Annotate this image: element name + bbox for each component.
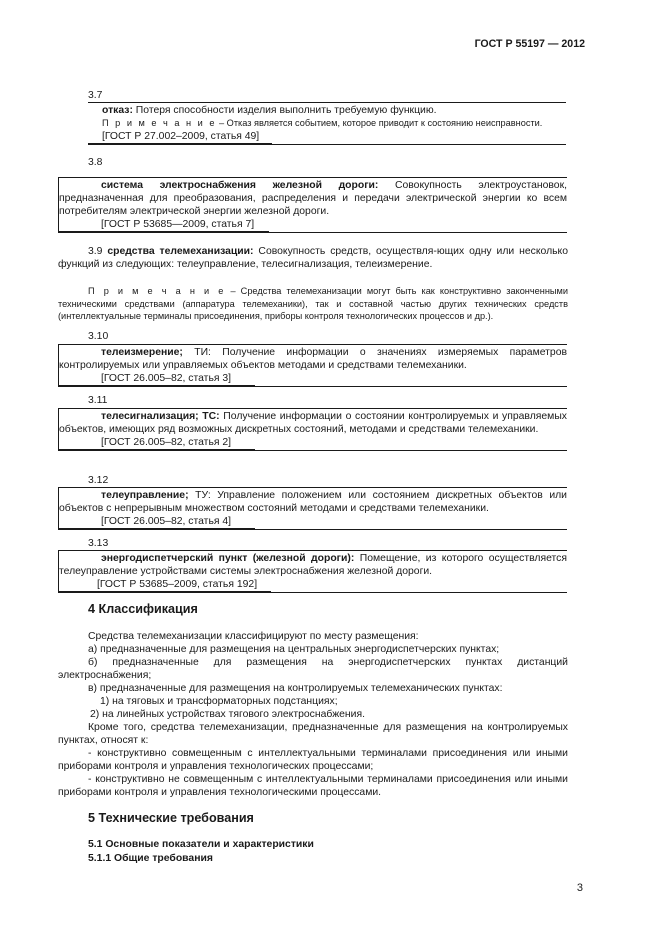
note-3-9	[58, 285, 568, 323]
clause-number: 3.10	[88, 331, 109, 342]
reference: [ГОСТ 26.005–82, статья 2]	[59, 436, 255, 450]
abbreviation: ТУ:	[188, 490, 211, 501]
abbreviation: ТИ:	[182, 347, 211, 358]
section-heading: 4 Классификация	[88, 602, 198, 616]
list-item: - конструктивно не совмещенным с интеллектуальными терминалами присоединения или иными приборами контроля и управления технологическими процессами.	[58, 774, 568, 798]
definition-box-3-7	[88, 102, 566, 145]
definition-box-3-10	[58, 344, 567, 387]
list-item: в) предназначенные для размещения на контролируемых телемеханических пунктах:	[88, 683, 503, 694]
list-item: 1) на тяговых и трансформаторных подстанциях;	[100, 696, 338, 707]
reference: [ГОСТ 26.005–82, статья 3]	[59, 372, 255, 386]
list-item: - конструктивно совмещенным с интеллектуальными терминалами присоединения или иными приборами контроля и управления технологических процессами;	[58, 748, 568, 772]
term: система электроснабжения железной дороги:	[101, 180, 379, 191]
definition-box-3-8	[58, 177, 567, 233]
clause-number: 3.7	[88, 90, 103, 101]
definition-box-3-12	[58, 487, 567, 530]
list-item: б) предназначенные для размещения на энергодиспетчерских пунктах дистанций электроснабжения;	[58, 657, 568, 681]
reference: [ГОСТ 26.005–82, статья 4]	[59, 515, 255, 529]
term: энергодиспетчерский пункт (железной дороги):	[101, 553, 355, 564]
reference: [ГОСТ Р 53685–2009, статья 192]	[59, 578, 271, 592]
clause-number: 3.13	[88, 538, 109, 549]
definition: Совокупность средств, осуществля-ющих одну или несколько функций из следующих: телеуправление, телесигнализация, телеизмерение.	[58, 246, 568, 270]
term: средства телемеханизации:	[107, 246, 254, 257]
section-4-body	[58, 630, 568, 799]
section-heading: 5 Технические требования	[88, 811, 254, 825]
note-label: П р и м е ч а н и е	[102, 118, 217, 128]
clause-number: 3.8	[88, 157, 103, 168]
note-label: П р и м е ч а н и е	[88, 286, 226, 296]
term: телеизмерение;	[101, 347, 183, 358]
paragraph: Кроме того, средства телемеханизации, предназначенные для размещения на контролируемых пунктах, относят к:	[58, 722, 568, 746]
clause-number: 3.9	[88, 246, 103, 257]
note-text: – Отказ является событием, которое приводит к состоянию неисправности.	[216, 118, 543, 128]
subsection-heading: 5.1.1 Общие требования	[88, 853, 213, 864]
clause-number: 3.12	[88, 475, 109, 486]
definition-box-3-11	[58, 408, 567, 451]
term: телесигнализация;	[101, 411, 199, 422]
reference: [ГОСТ Р 27.002–2009, статья 49]	[88, 130, 272, 144]
list-item: 2) на линейных устройствах тягового электроснабжения.	[90, 709, 365, 720]
definition: Совокупность электроустановок, предназначенная для преобразования, распределения и передачи электрической энергии ко всем потребителям электрической энергии железной дороги.	[59, 180, 567, 217]
definition: Получение информации о значениях измеряемых параметров контролируемых или управляемых объектов методами и средствами телемеханики.	[59, 347, 568, 371]
definition: Потеря способности изделия выполнить требуемую функцию.	[132, 105, 437, 116]
definition: Получение информации о состоянии контролируемых и управляемых объектов, имеющих ряд возможных дискретных состояний, методами и средствами телемеханики.	[59, 411, 567, 435]
clause-number: 3.11	[88, 395, 108, 406]
note-text: – Средства телемеханизации могут быть как конструктивно законченными техническими средствами (аппаратура телемеханики), так и составной частью других технических средств (интеллектуальные терминалы присоединения, приборы контроля технологических процессов и др.).	[58, 286, 568, 321]
definition: Помещение, из которого осуществляется телеуправление устройствами системы электроснабжения железной дороги.	[59, 553, 567, 577]
definition-3-9	[58, 245, 568, 271]
list-item: а) предназначенные для размещения на центральных энергодиспетчерских пунктах;	[88, 644, 500, 655]
definition: Управление положением или состоянием дискретных объектов или объектов с непрерывным множеством состояний методами и средствами телемеханики.	[59, 490, 567, 514]
term: отказ:	[102, 105, 133, 116]
subsection-heading: 5.1 Основные показатели и характеристики	[88, 839, 314, 850]
term: телеуправление;	[101, 490, 189, 501]
paragraph: Средства телемеханизации классифицируют по месту размещения:	[88, 631, 419, 642]
abbreviation: ТС:	[198, 411, 220, 422]
page-number: 3	[576, 882, 583, 894]
definition-box-3-13	[58, 550, 567, 593]
reference: [ГОСТ Р 53685—2009, статья 7]	[59, 218, 269, 232]
document-header: ГОСТ Р 55197 — 2012	[474, 38, 585, 50]
